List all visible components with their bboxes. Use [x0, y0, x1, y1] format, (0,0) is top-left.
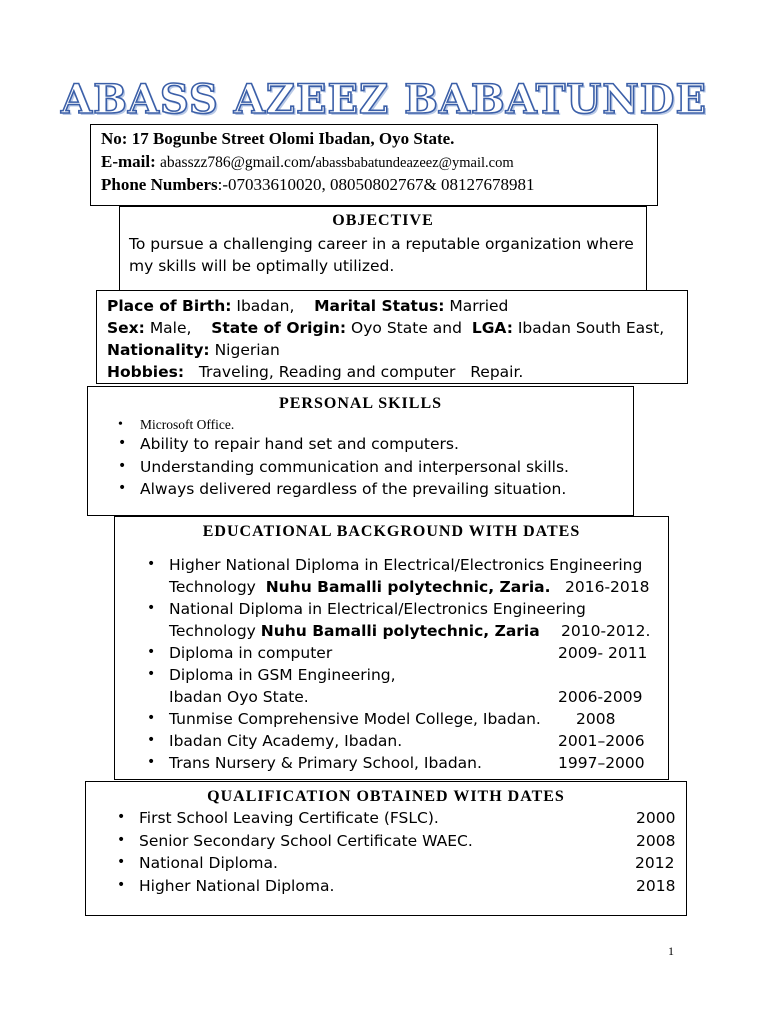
page-number: 1 [668, 944, 674, 958]
phone-numbers: :-07033610020, 08050802767& 08127678981 [217, 175, 535, 194]
education-heading: EDUCATIONAL BACKGROUND WITH DATES [202, 523, 581, 540]
skills-heading: PERSONAL SKILLS [278, 395, 443, 412]
education-box [114, 516, 669, 780]
education-tunmise-years: 2008 [576, 710, 616, 728]
lga-label: LGA: [471, 319, 513, 337]
education-item-hnd: • Higher National Diploma in Electrical/Electronics Engineering [169, 556, 642, 574]
education-hnd-course: Technology [169, 578, 256, 596]
email-primary: abasszz786@gmail.com [160, 154, 311, 171]
origin-label: State of Origin: [211, 319, 347, 337]
personal-info-box [96, 290, 688, 384]
education-hnd-school: Nuhu Bamalli polytechnic, Zaria. [265, 578, 551, 596]
address-label: No: [101, 129, 128, 148]
objective-line-2: my skills will be optimally utilized. [129, 257, 395, 275]
skill-item: • Understanding communication and interpersonal skills. [140, 458, 569, 476]
address-line [101, 129, 454, 149]
email-line [101, 152, 514, 172]
education-gsm-line-2: Ibadan Oyo State. [169, 688, 309, 706]
education-nd-course: Technology [169, 622, 256, 640]
origin-value: Oyo State and [351, 319, 462, 337]
objective-heading: OBJECTIVE [332, 212, 434, 229]
sex-origin-line [107, 319, 664, 337]
education-ica-years: 2001–2006 [558, 732, 645, 750]
education-hnd-years: 2016-2018 [565, 578, 650, 596]
education-item-computer: • Diploma in computer [169, 644, 332, 662]
phone-line [101, 175, 535, 195]
marital-label: Marital Status: [314, 297, 445, 315]
hobbies-value: Traveling, Reading and computer Repair. [198, 363, 524, 381]
resume-name-title: ABASS AZEEZ BABATUNDE [61, 76, 707, 123]
qualification-year: 2018 [636, 877, 676, 895]
education-item-ica: • Ibadan City Academy, Ibadan. [169, 732, 402, 750]
phone-label: Phone Numbers [101, 175, 218, 194]
education-item-nd: • National Diploma in Electrical/Electronics Engineering [169, 600, 586, 618]
hobbies-label: Hobbies: [107, 363, 185, 381]
qualification-year: 2008 [636, 832, 676, 850]
lga-value: Ibadan South East, [517, 319, 665, 337]
education-hnd-line-2 [169, 578, 551, 596]
education-item-tunmise: • Tunmise Comprehensive Model College, Ibadan. [169, 710, 541, 728]
sex-value: Male, [149, 319, 192, 337]
birth-label: Place of Birth: [107, 297, 232, 315]
education-item-trans: • Trans Nursery & Primary School, Ibadan. [169, 754, 482, 772]
qualification-item: • Senior Secondary School Certificate WAEC. [139, 832, 473, 850]
address-value: 17 Bogunbe Street Olomi Ibadan, Oyo State. [131, 129, 455, 148]
sex-label: Sex: [107, 319, 145, 337]
nationality-label: Nationality: [107, 341, 210, 359]
education-computer-years: 2009- 2011 [558, 644, 648, 662]
skill-item: • Microsoft Office. [140, 417, 234, 433]
skills-box [87, 386, 634, 516]
email-separator: / [310, 152, 316, 171]
qualification-year: 2000 [636, 809, 676, 827]
education-gsm-years: 2006-2009 [558, 688, 643, 706]
contact-box [90, 124, 658, 206]
hobbies-line [107, 363, 523, 381]
skill-item: • Always delivered regardless of the prevailing situation. [140, 480, 566, 498]
education-nd-school: Nuhu Bamalli polytechnic, Zaria [260, 622, 540, 640]
qualification-year: 2012 [635, 854, 675, 872]
qualification-item: • National Diploma. [139, 854, 278, 872]
skill-item: • Ability to repair hand set and computers. [140, 435, 459, 453]
nationality-value: Nigerian [214, 341, 280, 359]
birth-value: Ibadan, [236, 297, 295, 315]
qualification-box [85, 781, 687, 916]
email-label: E-mail: [101, 152, 156, 171]
qualification-item: • Higher National Diploma. [139, 877, 334, 895]
marital-value: Married [449, 297, 509, 315]
email-secondary: abassbabatundeazeez@ymail.com [315, 155, 514, 171]
objective-line-1: To pursue a challenging career in a reputable organization where [129, 235, 634, 253]
qualification-item: • First School Leaving Certificate (FSLC). [139, 809, 439, 827]
education-nd-years: 2010-2012. [561, 622, 651, 640]
education-trans-years: 1997–2000 [558, 754, 645, 772]
birth-marital-line [107, 297, 508, 315]
nationality-line [107, 341, 280, 359]
education-item-gsm: • Diploma in GSM Engineering, [169, 666, 396, 684]
education-nd-line-2 [169, 622, 540, 640]
qualification-heading: QUALIFICATION OBTAINED WITH DATES [207, 788, 565, 805]
objective-box [119, 206, 647, 292]
